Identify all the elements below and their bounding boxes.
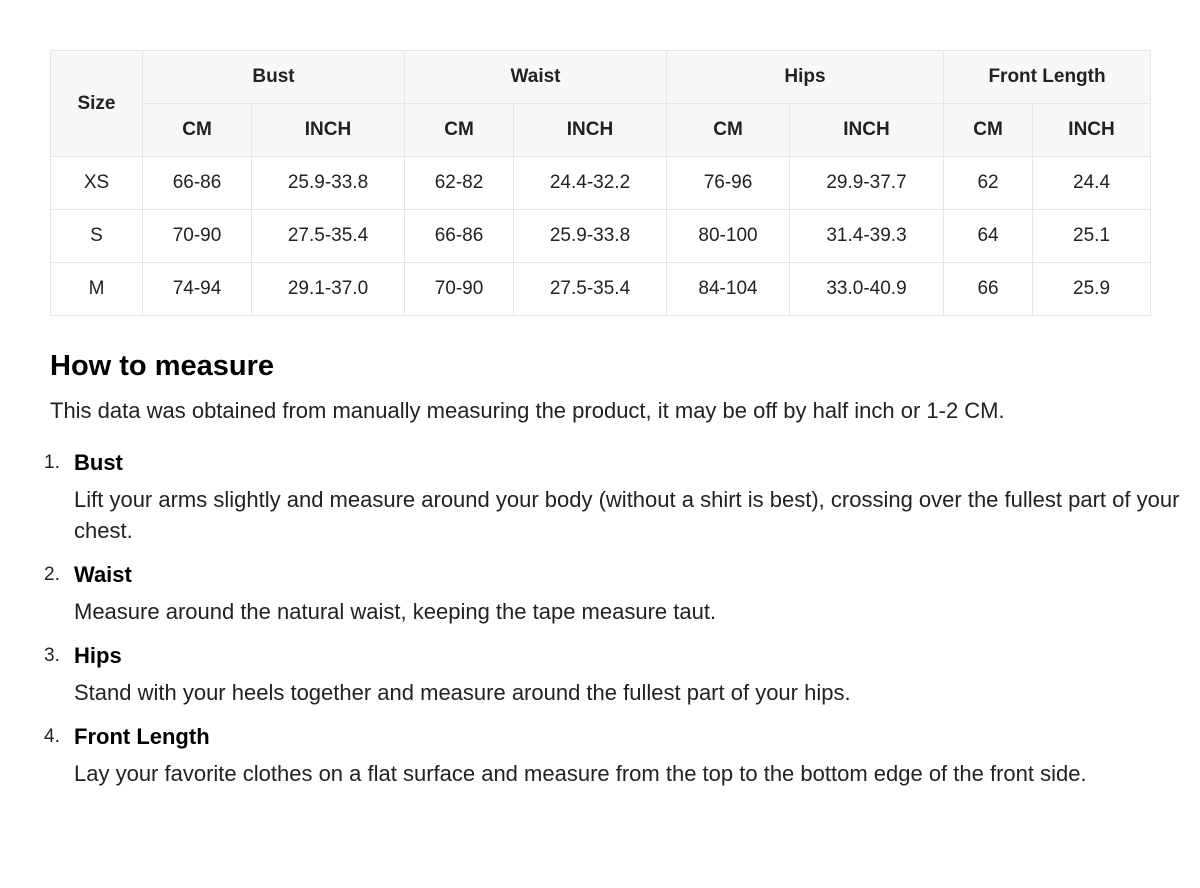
size-cell: S [51,210,143,263]
list-item-description: Lay your favorite clothes on a flat surface and measure from the top to the bottom edge of the front side. [74,761,1087,786]
hips-cm-header: CM [667,104,790,157]
list-number: 4. [44,726,60,747]
size-cell: XS [51,157,143,210]
how-to-measure-intro: This data was obtained from manually measuring the product, it may be off by half inch or 1-2 CM. [50,398,1005,423]
table-cell: 62 [944,157,1033,210]
table-cell: 64 [944,210,1033,263]
table-cell: 25.9-33.8 [252,157,405,210]
front-length-inch-header: INCH [1033,104,1151,157]
front-length-group-header: Front Length [944,51,1151,104]
list-item-title: Waist [74,562,132,587]
unit-header-row [51,104,1151,157]
waist-group-header: Waist [405,51,667,104]
waist-cm-header: CM [405,104,514,157]
hips-group-header: Hips [667,51,944,104]
table-row [51,157,1151,210]
list-item-title: Hips [74,643,122,668]
bust-cm-header: CM [143,104,252,157]
list-number: 3. [44,645,60,666]
size-chart-table [50,50,1151,316]
table-cell: 24.4 [1033,157,1151,210]
list-item-hips [44,641,1200,708]
table-cell: 80-100 [667,210,790,263]
waist-inch-header: INCH [514,104,667,157]
table-cell: 29.1-37.0 [252,263,405,316]
size-cell: M [51,263,143,316]
table-cell: 24.4-32.2 [514,157,667,210]
table-cell: 66-86 [405,210,514,263]
table-cell: 25.9 [1033,263,1151,316]
list-item-front-length [44,722,1200,789]
list-item-description: Lift your arms slightly and measure around your body (without a shirt is best), crossing over the fullest part of your chest. [74,487,1180,543]
front-length-cm-header: CM [944,104,1033,157]
size-column-header: Size [51,51,143,157]
table-cell: 76-96 [667,157,790,210]
list-number: 1. [44,452,60,473]
hips-inch-header: INCH [790,104,944,157]
table-cell: 70-90 [143,210,252,263]
table-cell: 25.9-33.8 [514,210,667,263]
table-cell: 66-86 [143,157,252,210]
table-cell: 74-94 [143,263,252,316]
bust-group-header: Bust [143,51,405,104]
table-cell: 84-104 [667,263,790,316]
table-cell: 25.1 [1033,210,1151,263]
measure-instructions-list [0,448,1200,803]
how-to-measure-title: How to measure [50,350,274,382]
group-header-row [51,51,1151,104]
list-item-bust [44,448,1200,546]
list-number: 2. [44,564,60,585]
table-row [51,263,1151,316]
list-item-title: Front Length [74,724,210,749]
list-item-description: Measure around the natural waist, keeping the tape measure taut. [74,599,717,624]
table-cell: 27.5-35.4 [252,210,405,263]
list-item-waist [44,560,1200,627]
table-row [51,210,1151,263]
bust-inch-header: INCH [252,104,405,157]
table-cell: 33.0-40.9 [790,263,944,316]
table-cell: 66 [944,263,1033,316]
list-item-title: Bust [74,450,123,475]
list-item-description: Stand with your heels together and measure around the fullest part of your hips. [74,680,851,705]
table-cell: 70-90 [405,263,514,316]
table-cell: 27.5-35.4 [514,263,667,316]
table-cell: 31.4-39.3 [790,210,944,263]
table-cell: 62-82 [405,157,514,210]
table-cell: 29.9-37.7 [790,157,944,210]
